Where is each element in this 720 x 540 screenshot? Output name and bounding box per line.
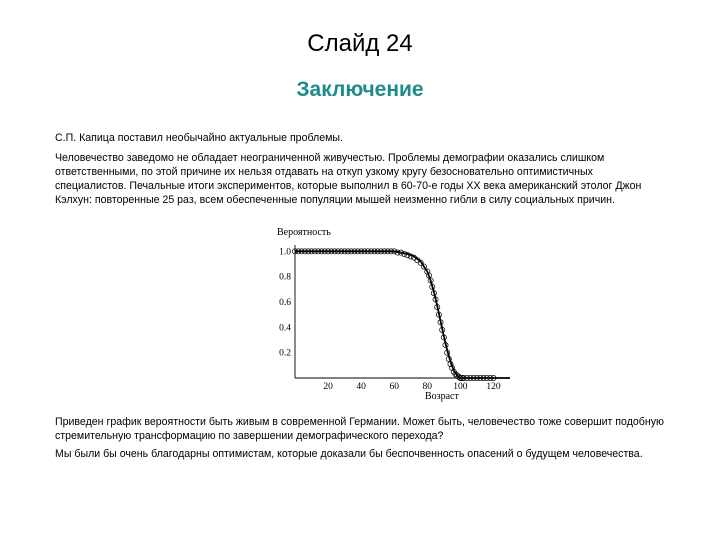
y-tick-label: 0.4 — [279, 323, 291, 334]
paragraph-conclusion: Мы были бы очень благодарны оптимистам, которые доказали бы беспочвенность опасений о будущем человечества. — [55, 448, 643, 460]
survival-probability-chart — [270, 223, 520, 403]
x-axis-label: Возраст — [425, 391, 459, 402]
slide-title: Заключение — [296, 78, 424, 101]
y-axis-label: Вероятность — [277, 227, 331, 238]
paragraph-intro: С.П. Капица поставил необычайно актуальные проблемы. — [55, 132, 343, 144]
x-tick-label: 60 — [389, 382, 399, 392]
y-tick-label: 0.8 — [279, 272, 291, 283]
y-tick-labels — [279, 247, 291, 358]
x-tick-label: 20 — [323, 382, 333, 392]
x-tick-label: 40 — [356, 382, 366, 392]
y-tick-label: 0.6 — [279, 298, 291, 308]
fitted-curve-line — [295, 251, 510, 378]
x-tick-labels — [323, 382, 501, 392]
data-marks — [292, 249, 510, 381]
paragraph-germany: Приведен график вероятности быть живым в современной Германии. Может быть, человечество тоже совершит подобную стремительную трансформацию по завершении демографического перехода? — [55, 416, 664, 443]
x-tick-label: 120 — [486, 382, 501, 392]
x-tick-label: 80 — [422, 382, 433, 392]
slide-number: Слайд 24 — [307, 30, 413, 57]
y-tick-label: 0.2 — [279, 348, 291, 359]
y-tick-label: 1.0 — [279, 247, 291, 258]
paragraph-demography: Человечество заведомо не обладает неограниченной живучестью. Проблемы демографии оказались слишком ответственными, по этой причине их нельзя отдавать на откуп узкому кругу безосновательно оптимистичных специалистов. Печальные итоги экспериментов, которые выполнил в 60-70-е годы XX века американский этолог Джон Кэлхун: повторенные 25 раз, всем обеспеченные популяции мышей неизменно гибли в силу социальных причин. — [55, 152, 642, 207]
x-tick-label: 100 — [453, 382, 468, 392]
